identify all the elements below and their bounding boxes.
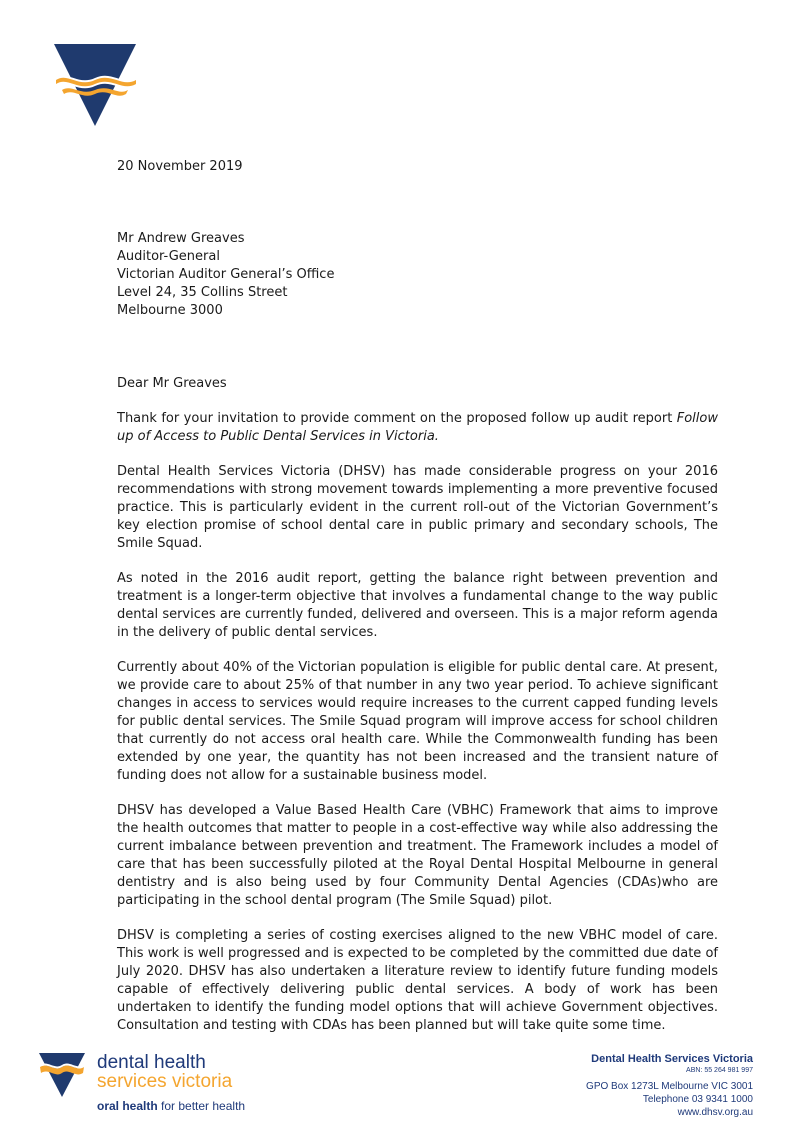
paragraph: As noted in the 2016 audit report, getting the balance right between prevention and treatment is a longer-term objective that involves a fundamental change to the way public dental services are currently funded, delivered and overseen. This is a major reform agenda in the delivery of public dental services. (117, 571, 718, 640)
recipient-address (117, 230, 334, 320)
paragraph: Dental Health Services Victoria (DHSV) has made considerable progress on your 2016 recommendations with strong movement towards implementing a more preventive focused practice. This is particularly evident in the current roll-out of the Victorian Government’s key election promise of school dental care in public primary and secondary schools, The Smile Squad. (117, 464, 718, 551)
recipient-line: Victorian Auditor General’s Office (117, 267, 335, 282)
brand-line-1: dental health (97, 1052, 206, 1073)
report-title: Follow up of Access to Public Dental Services in Victoria. (117, 411, 718, 444)
brand-line-2: services victoria (97, 1071, 233, 1092)
postal-address: GPO Box 1273L Melbourne VIC 3001 (586, 1081, 753, 1092)
contact-block (586, 1053, 753, 1119)
paragraph: DHSV has developed a Value Based Health Care (VBHC) Framework that aims to improve the health outcomes that matter to people in a cost-effective way while also addressing the current imbalance between prevention and treatment. The Framework includes a model of care that has been successfully piloted at the Royal Dental Hospital Melbourne in general dentistry and is also being used by four Community Dental Agencies (CDAs)who are participating in the school dental program (The Smile Squad) pilot. (117, 803, 718, 908)
tagline-bold: oral health (97, 1099, 158, 1113)
paragraph: DHSV is completing a series of costing exercises aligned to the new VBHC model of care. This work is well progressed and is expected to be completed by the committed due date of July 2020. DHSV has also undertaken a literature review to identify future funding models capable of effectively delivering public dental services. A body of work has been undertaken to identify the funding model options that will achieve Government objectives. Consultation and testing with CDAs has been planned but will take quite some time. (117, 928, 718, 1033)
brand-tagline (97, 1097, 245, 1116)
phone: Telephone 03 9341 1000 (642, 1094, 753, 1105)
paragraph-text: Thank for your invitation to provide comment on the proposed follow up audit report (117, 411, 677, 426)
recipient-line: Auditor-General (117, 249, 220, 264)
letter-date: 20 November 2019 (117, 159, 243, 174)
recipient-line: Melbourne 3000 (117, 303, 223, 318)
recipient-line: Mr Andrew Greaves (117, 231, 245, 246)
victoria-government-logo-icon (52, 42, 138, 128)
website-link[interactable]: www.dhsv.org.au (677, 1107, 753, 1118)
dhsv-brand (97, 1053, 245, 1116)
dhsv-logo-icon (38, 1052, 86, 1098)
tagline-rest: for better health (157, 1099, 246, 1113)
recipient-line: Level 24, 35 Collins Street (117, 285, 288, 300)
salutation: Dear Mr Greaves (117, 376, 227, 391)
paragraph (117, 410, 718, 446)
letter-paragraphs (117, 410, 718, 1052)
abn: ABN: 55 264 981 997 (686, 1067, 753, 1074)
paragraph: Currently about 40% of the Victorian population is eligible for public dental care. At present, we provide care to about 25% of that number in any two year period. To achieve significant changes in access to services would require increases to the current capped funding levels for public dental services. The Smile Squad program will improve access for school children that currently do not access oral health care. While the Commonwealth funding has been extended by one year, the quantity has not been increased and the transient nature of funding does not allow for a sustainable business model. (117, 660, 718, 783)
org-name: Dental Health Services Victoria (591, 1053, 753, 1065)
